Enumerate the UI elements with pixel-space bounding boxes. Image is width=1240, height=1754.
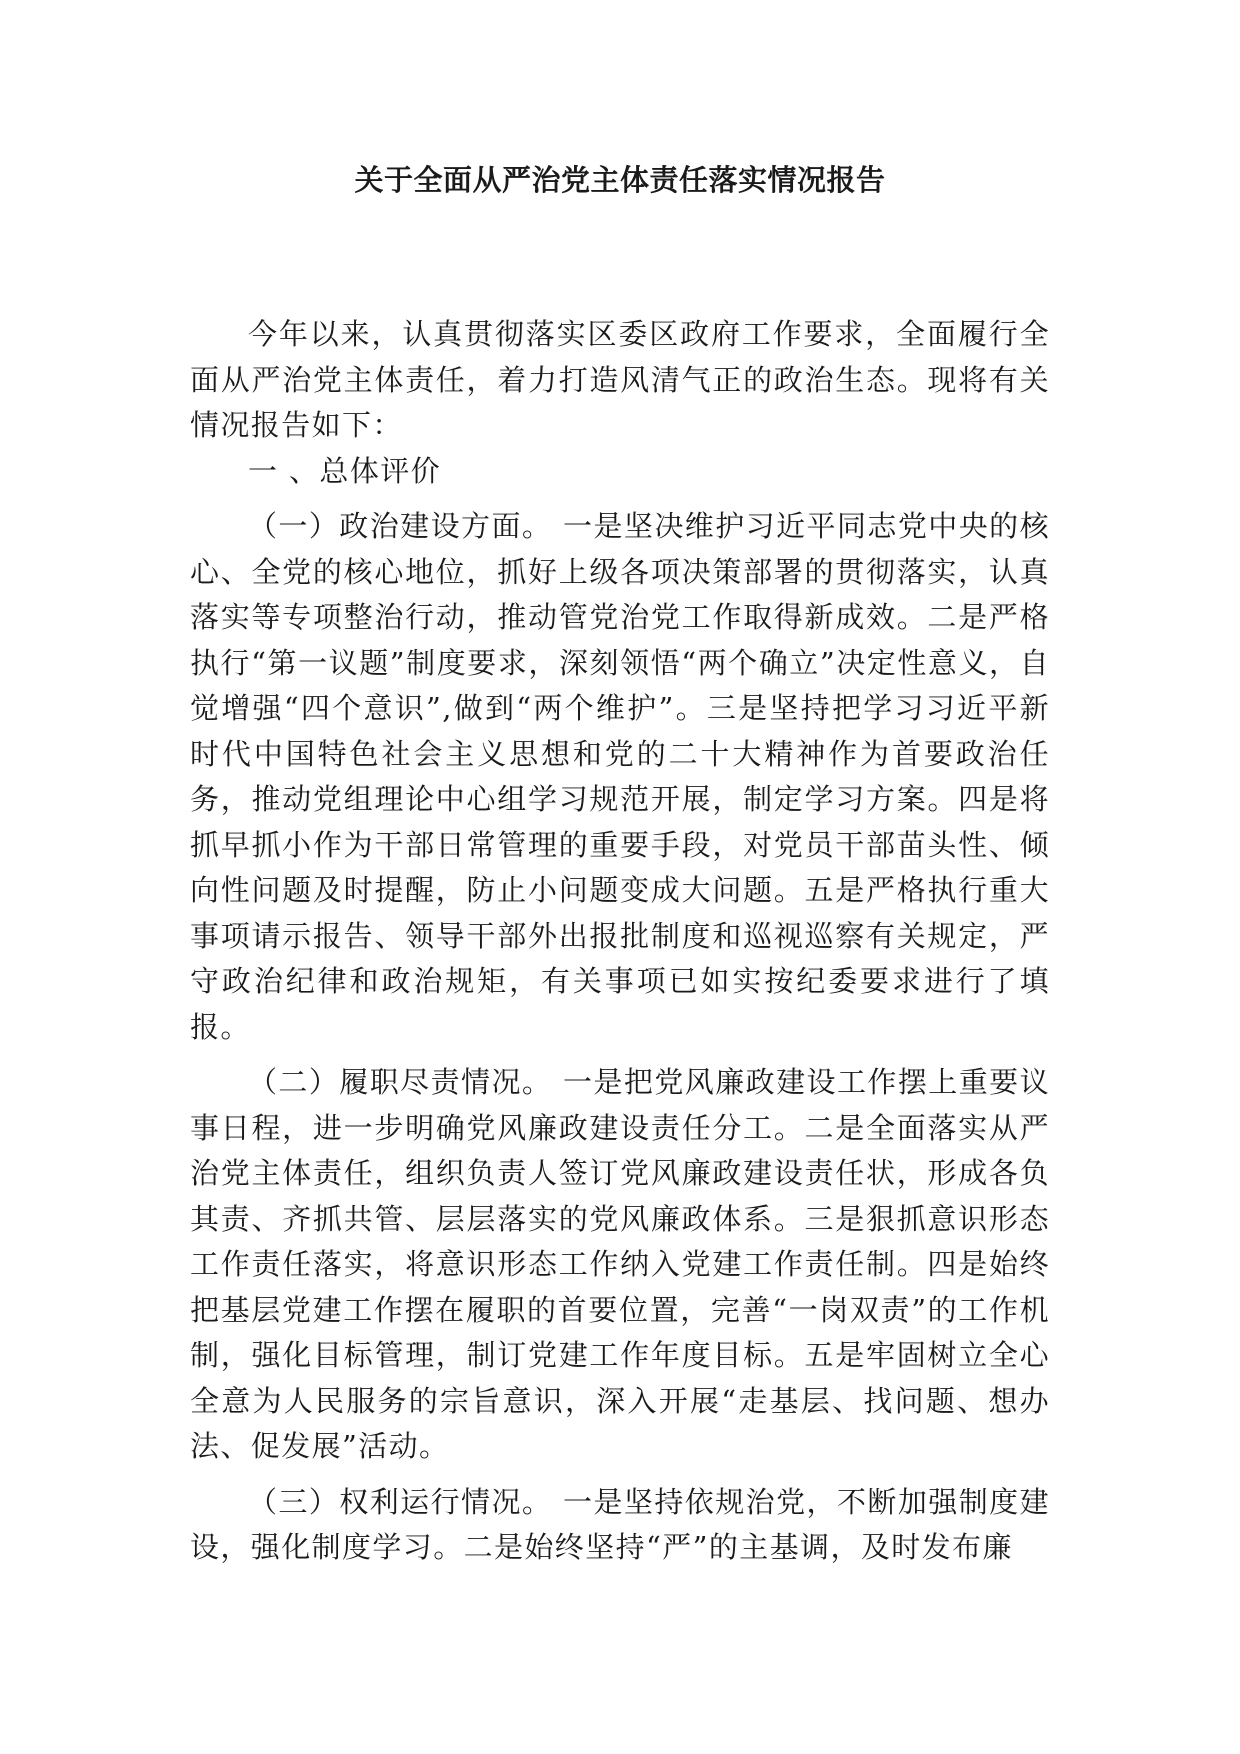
paragraph-political-construction: （一）政治建设方面。 一是坚决维护习近平同志党中央的核心、全党的核心地位，抓好上级各项决策部署的贯彻落实，认真落实等专项整治行动，推动管党治党工作取得新成效。二是严格执行“第一议题”制度要求，深刻领悟“两个确立”决定性意义，自觉增强“四个意识”,做到“两个维护”。三是坚持把学习习近平新时代中国特色社会主义思想和党的二十大精神作为首要政治任务，推动党组理论中心组学习规范开展，制定学习方案。四是将抓早抓小作为干部日常管理的重要手段，对党员干部苗头性、倾向性问题及时提醒，防止小问题变成大问题。五是严格执行重大事项请示报告、领导干部外出报批制度和巡视巡察有关规定，严守政治纪律和政治规矩，有关事项已如实按纪委要求进行了填报。 — [190, 509, 1050, 1044]
section-heading-overall-evaluation: 一 、总体评价 — [248, 453, 442, 488]
paragraph-power-operation: （三）权利运行情况。 一是坚持依规治党，不断加强制度建设，强化制度学习。二是始终坚持“严”的主基调，及时发布廉 — [190, 1484, 1050, 1564]
intro-paragraph: 今年以来，认真贯彻落实区委区政府工作要求，全面履行全面从严治党主体责任，着力打造风清气正的政治生态。现将有关情况报告如下： — [190, 317, 1050, 442]
paragraph-duty-performance: （二）履职尽责情况。 一是把党风廉政建设工作摆上重要议事日程，进一步明确党风廉政建设责任分工。二是全面落实从严治党主体责任，组织负责人签订党风廉政建设责任状，形成各负其责、齐抓共管、层层落实的党风廉政体系。三是狠抓意识形态工作责任落实，将意识形态工作纳入党建工作责任制。四是始终把基层党建工作摆在履职的首要位置，完善“一岗双责”的工作机制，强化目标管理，制订党建工作年度目标。五是牢固树立全心全意为人民服务的宗旨意识，深入开展“走基层、找问题、想办法、促发展”活动。 — [190, 1065, 1050, 1463]
document-title: 关于全面从严治党主体责任落实情况报告 — [354, 163, 886, 197]
document-body — [190, 312, 1050, 1571]
